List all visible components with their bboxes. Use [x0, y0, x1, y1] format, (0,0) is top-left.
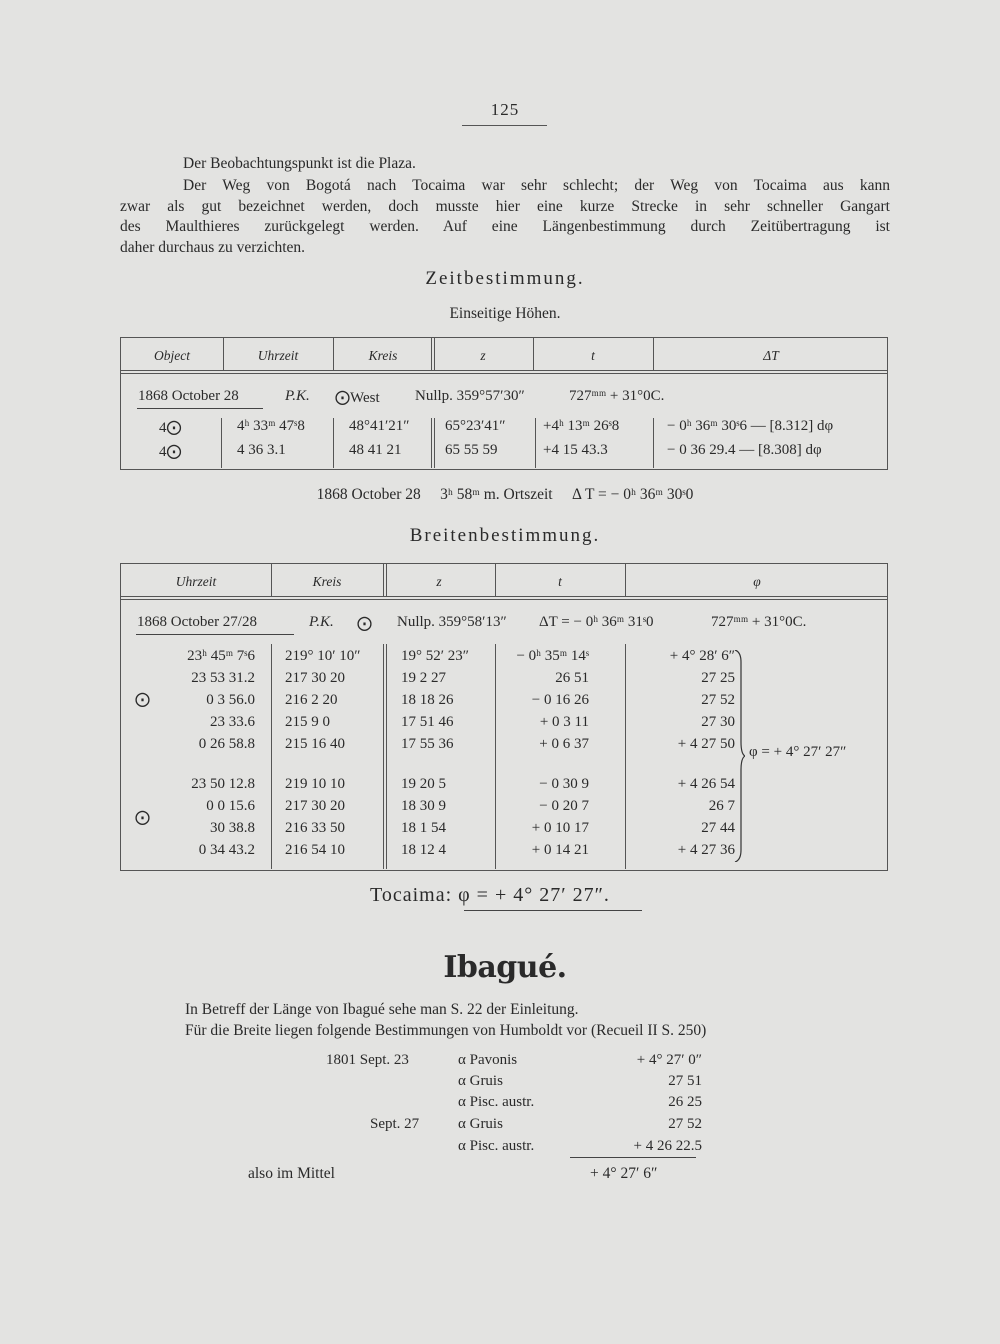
- tocaima-underline: [464, 910, 642, 911]
- breite-r4-t: + 0 3 11: [539, 714, 589, 730]
- zeit-table: [120, 337, 888, 470]
- zeit-r2-t: +4 15 43.3: [543, 442, 608, 458]
- breite-hdr-sep: [271, 564, 272, 596]
- breite-r3-uhrzeit: 0 3 56.0: [206, 692, 255, 708]
- breite-r6-z: 19 20 5: [401, 776, 446, 792]
- zeit-r2-uhrzeit: 4 36 3.1: [237, 442, 286, 458]
- ibague-sum-rule: [570, 1157, 696, 1158]
- breite-col-sep: [383, 644, 384, 869]
- ibague-entry4-value: 27 52: [668, 1116, 702, 1132]
- zeit-hdr-sep: [653, 338, 654, 370]
- breite-r4-kreis: 215 9 0: [285, 714, 330, 730]
- breite-brace: [733, 650, 745, 862]
- zeit-hdr-sep: [223, 338, 224, 370]
- zeit-hdr-rule: [121, 373, 887, 374]
- breite-r8-t: + 0 10 17: [531, 820, 589, 836]
- breite-r2-z: 19 2 27: [401, 670, 446, 686]
- breite-hdr-rule: [121, 596, 887, 597]
- breite-r8-z: 18 1 54: [401, 820, 446, 836]
- zeit-r2-object: 4⨀: [159, 444, 182, 460]
- zeit-hdr-sep: [533, 338, 534, 370]
- breite-col-sep: [271, 644, 272, 869]
- ibague-mean-value: + 4° 27′ 6″: [590, 1165, 658, 1182]
- zeit-r1-kreis: 48°41′21″: [349, 418, 410, 434]
- breite-r5-phi: + 4 27 50: [677, 736, 735, 752]
- breite-pk: P.K.: [309, 614, 334, 630]
- breite-r2-t: 26 51: [555, 670, 589, 686]
- tocaima-result: Tocaima: φ = + 4° 27′ 27″.: [370, 884, 610, 906]
- breite-header-kreis: Kreis: [312, 574, 342, 589]
- breite-group1-symbol: ⨀: [135, 692, 150, 708]
- zeit-hdr-sep: [431, 338, 432, 370]
- breite-r8-phi: 27 44: [701, 820, 735, 836]
- zeit-r2-dt: − 0 36 29.4 — [8.308] dφ: [667, 442, 822, 458]
- breite-r6-t: − 0 30 9: [539, 776, 589, 792]
- ibague-entry3-star: α Pisc. austr.: [458, 1094, 535, 1110]
- breite-group2-symbol: ⨀: [135, 810, 150, 826]
- zeit-col-sep: [431, 418, 432, 468]
- ibague-entry3-value: 26 25: [668, 1094, 702, 1110]
- breite-date: 1868 October 27/28: [137, 614, 257, 630]
- breite-r3-kreis: 216 2 20: [285, 692, 338, 708]
- breite-barom: 727ᵐᵐ + 31°0C.: [711, 614, 807, 630]
- zeit-r1-t: +4ʰ 13ᵐ 26ˢ8: [543, 418, 620, 434]
- intro-line-3: zwar als gut bezeichnet werden, doch musste hier eine kurze Strecke in sehr schneller Gangart: [120, 197, 890, 215]
- zeit-header-z: z: [480, 348, 486, 363]
- breite-r1-uhrzeit: 23ʰ 45ᵐ 7ˢ6: [187, 648, 255, 664]
- ibague-mean-label: also im Mittel: [248, 1165, 335, 1182]
- breite-r6-kreis: 219 10 10: [285, 776, 345, 792]
- breite-r9-t: + 0 14 21: [531, 842, 589, 858]
- breite-hdr-sep: [625, 564, 626, 596]
- zeit-r1-dt: − 0ʰ 36ᵐ 30ˢ6 — [8.312] dφ: [667, 418, 834, 434]
- zeit-hdr-sep: [434, 338, 435, 370]
- intro-line-1: Der Beobachtungspunkt ist die Plaza.: [183, 155, 416, 172]
- breite-hdr-sep: [383, 564, 384, 596]
- breite-sym: ⨀: [357, 616, 372, 632]
- breite-r7-uhrzeit: 0 0 15.6: [206, 798, 255, 814]
- page-number: 125: [490, 100, 520, 119]
- breite-title: Breitenbestimmung.: [409, 525, 601, 546]
- zeit-col-sep: [434, 418, 435, 468]
- breite-r4-phi: 27 30: [701, 714, 735, 730]
- zeit-col-sep: [653, 418, 654, 468]
- zeit-header-kreis: Kreis: [368, 348, 398, 363]
- zeit-sym: ⨀West: [335, 390, 380, 406]
- breite-mean: φ = + 4° 27′ 27″: [749, 744, 847, 760]
- breite-r9-kreis: 216 54 10: [285, 842, 345, 858]
- breite-col-sep: [495, 644, 496, 869]
- ibague-entry2-value: 27 51: [668, 1073, 702, 1089]
- breite-r9-z: 18 12 4: [401, 842, 446, 858]
- breite-r6-phi: + 4 26 54: [677, 776, 735, 792]
- breite-r2-uhrzeit: 23 53 31.2: [191, 670, 255, 686]
- breite-r5-t: + 0 6 37: [539, 736, 589, 752]
- page-number-rule: [462, 125, 547, 126]
- ibague-entry2-star: α Gruis: [458, 1073, 503, 1089]
- breite-r3-phi: 27 52: [701, 692, 735, 708]
- zeit-nullp: Nullp. 359°57′30″: [415, 388, 525, 404]
- zeit-col-sep: [535, 418, 536, 468]
- breite-date-underline: [136, 634, 294, 635]
- breite-hdr-sep: [495, 564, 496, 596]
- zeit-subtitle: Einseitige Höhen.: [449, 305, 561, 322]
- ibague-entry1-value: + 4° 27′ 0″: [636, 1052, 702, 1068]
- zeit-header-object: Object: [154, 348, 190, 363]
- breite-header-uhrzeit: Uhrzeit: [175, 574, 217, 589]
- zeit-col-sep: [333, 418, 334, 468]
- zeit-r1-object: 4⨀: [159, 420, 182, 436]
- zeit-r1-z: 65°23′41″: [445, 418, 506, 434]
- breite-r1-z: 19° 52′ 23″: [401, 648, 470, 664]
- breite-header-phi: φ: [753, 574, 761, 589]
- zeit-title: Zeitbestimmung.: [425, 268, 585, 289]
- zeit-header-t: t: [591, 348, 595, 363]
- breite-r2-kreis: 217 30 20: [285, 670, 345, 686]
- intro-line-4: des Maulthieres zurückgelegt werden. Auf eine Längenbestimmung durch Zeitübertragung ist: [120, 218, 890, 235]
- zeit-r2-kreis: 48 41 21: [349, 442, 402, 458]
- breite-nullp: Nullp. 359°58′13″: [397, 614, 507, 630]
- breite-r7-phi: 26 7: [708, 798, 735, 814]
- breite-r1-phi: + 4° 28′ 6″: [669, 648, 735, 664]
- breite-hdr-rule: [121, 599, 887, 600]
- breite-r6-uhrzeit: 23 50 12.8: [191, 776, 255, 792]
- breite-r3-t: − 0 16 26: [531, 692, 589, 708]
- intro-paragraph: [120, 176, 890, 258]
- breite-r8-uhrzeit: 30 38.8: [210, 820, 255, 836]
- ibague-entry5-star: α Pisc. austr.: [458, 1138, 535, 1154]
- breite-r1-t: − 0ʰ 35ᵐ 14ˢ: [516, 648, 589, 664]
- breite-r5-z: 17 55 36: [401, 736, 454, 752]
- breite-r5-kreis: 215 16 40: [285, 736, 345, 752]
- zeit-r2-z: 65 55 59: [445, 442, 498, 458]
- breite-table: [120, 563, 888, 871]
- breite-hdr-sep: [386, 564, 387, 596]
- zeit-col-sep: [221, 418, 222, 468]
- breite-header-z: z: [436, 574, 442, 589]
- breite-col-sep: [625, 644, 626, 869]
- ibague-title: Ibagué.: [443, 950, 567, 985]
- ibague-entry4-date: Sept. 27: [370, 1116, 420, 1132]
- zeit-header-uhrzeit: Uhrzeit: [257, 348, 299, 363]
- intro-line-2: Der Weg von Bogotá nach Tocaima war sehr schlecht; der Weg von Tocaima aus kann: [183, 177, 890, 194]
- ibague-entry5-value: + 4 26 22.5: [633, 1138, 702, 1154]
- breite-r5-uhrzeit: 0 26 58.8: [198, 736, 255, 752]
- ibague-entry4-star: α Gruis: [458, 1116, 503, 1132]
- ibague-line-1: In Betreff der Länge von Ibagué sehe man S. 22 der Einleitung.: [185, 1001, 579, 1018]
- breite-r9-uhrzeit: 0 34 43.2: [198, 842, 255, 858]
- ibague-line-2: Für die Breite liegen folgende Bestimmungen von Humboldt vor (Recueil II S. 250): [185, 1022, 707, 1039]
- zeit-hdr-rule: [121, 370, 887, 371]
- breite-r2-phi: 27 25: [701, 670, 735, 686]
- zeit-hdr-sep: [333, 338, 334, 370]
- breite-r4-z: 17 51 46: [401, 714, 454, 730]
- intro-line-5: daher durchaus zu verzichten.: [120, 238, 306, 256]
- breite-dt: ΔT = − 0ʰ 36ᵐ 31ˢ0: [539, 614, 654, 630]
- breite-r9-phi: + 4 27 36: [677, 842, 735, 858]
- breite-r8-kreis: 216 33 50: [285, 820, 345, 836]
- zeit-header-dt: ΔT: [763, 348, 779, 363]
- zeit-barom: 727ᵐᵐ + 31°0C.: [569, 388, 665, 404]
- ibague-entry1-date: 1801 Sept. 23: [326, 1052, 409, 1068]
- breite-r7-z: 18 30 9: [401, 798, 446, 814]
- breite-r3-z: 18 18 26: [401, 692, 454, 708]
- breite-header-t: t: [558, 574, 562, 589]
- zeit-result: 1868 October 28 3ʰ 58ᵐ m. Ortszeit Δ T = − 0ʰ 36ᵐ 30ˢ0: [316, 486, 694, 503]
- breite-r7-t: − 0 20 7: [539, 798, 589, 814]
- ibague-entry1-star: α Pavonis: [458, 1052, 518, 1068]
- breite-r1-kreis: 219° 10′ 10″: [285, 648, 361, 664]
- breite-col-sep: [386, 644, 387, 869]
- zeit-pk: P.K.: [285, 388, 310, 404]
- zeit-date-underline: [137, 408, 263, 409]
- zeit-date: 1868 October 28: [138, 388, 239, 404]
- zeit-r1-uhrzeit: 4ʰ 33ᵐ 47ˢ8: [237, 418, 305, 434]
- breite-r7-kreis: 217 30 20: [285, 798, 345, 814]
- breite-r4-uhrzeit: 23 33.6: [210, 714, 255, 730]
